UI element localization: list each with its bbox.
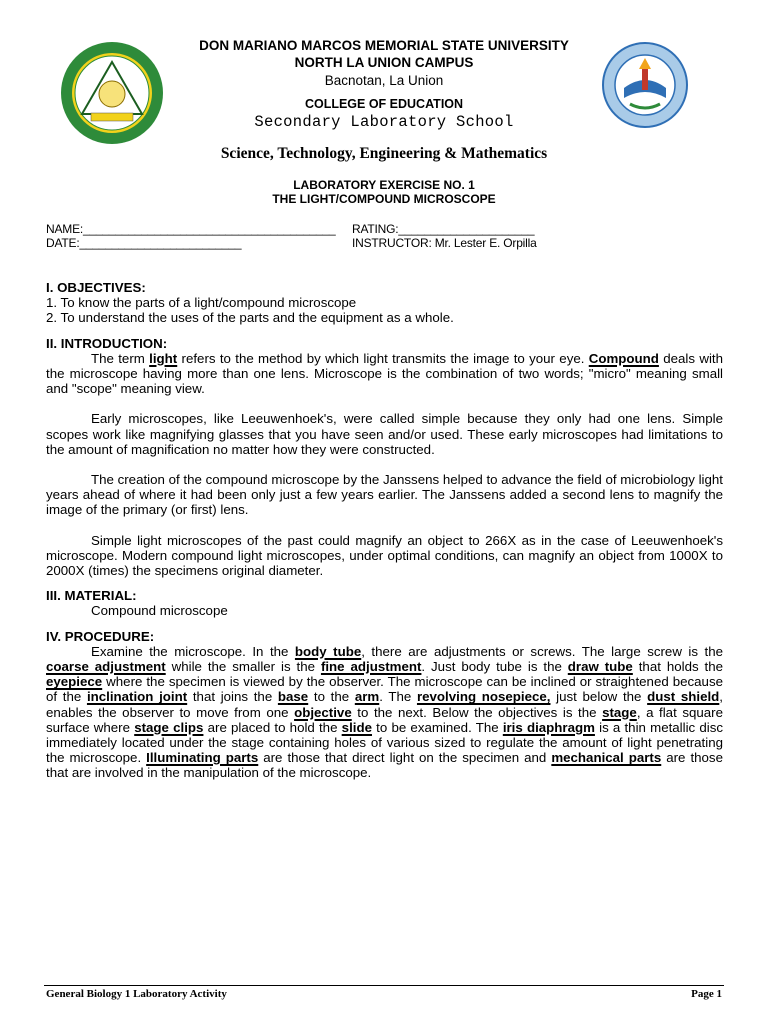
keyword-slide: slide	[341, 719, 372, 735]
keyword-stage-clips: stage clips	[134, 719, 204, 735]
intro-paragraph-3: The creation of the compound microscope by the Janssens helped to advance the field of microbiology light years ahead of where it had been only just a few years earlier. The Janssens added a second lens to magnify the image of the primary (or first) lens.	[46, 472, 723, 518]
keyword-fine-adjustment: fine adjustment	[320, 659, 422, 675]
keyword-objective: objective	[294, 704, 352, 720]
name-field: NAME:_______________________________________	[46, 222, 336, 236]
rating-field: RATING:_____________________	[352, 222, 535, 236]
document-body	[46, 280, 723, 781]
university-name: DON MARIANO MARCOS MEMORIAL STATE UNIVERSITY	[199, 38, 569, 53]
intro-paragraph-1: The term light refers to the method by which light transmits the image to your eye. Compound deals with the microscope having more than one lens. Microscope is the combination of two words; "micro" meaning small and "scope" meaning view.	[46, 350, 723, 397]
keyword-base: base	[277, 689, 309, 705]
keyword-coarse-adjustment: coarse adjustment	[46, 659, 166, 675]
introduction-heading: II. INTRODUCTION:	[46, 335, 168, 351]
keyword-draw-tube: draw tube	[567, 659, 633, 675]
keyword-body-tube: body tube	[294, 643, 362, 659]
procedure-heading: IV. PROCEDURE:	[46, 628, 155, 644]
campus-name: NORTH LA UNION CAMPUS	[294, 55, 474, 70]
keyword-iris-diaphragm: iris diaphragm	[502, 719, 595, 735]
keyword-mechanical-parts: mechanical parts	[551, 750, 662, 766]
objective-item: 1. To know the parts of a light/compound microscope	[46, 295, 357, 311]
keyword-dust-shield: dust shield	[647, 689, 720, 705]
keyword-compound: Compound	[588, 350, 659, 366]
date-field: DATE:_________________________	[46, 236, 242, 250]
program-title: Science, Technology, Engineering & Mathematics	[220, 145, 548, 162]
objectives-heading: I. OBJECTIVES:	[46, 280, 146, 295]
keyword-arm: arm	[354, 689, 380, 705]
footer-divider	[44, 985, 724, 986]
page-number: Page 1	[691, 988, 722, 1000]
keyword-revolving-nosepiece: revolving nosepiece,	[416, 689, 551, 705]
keyword-inclination-joint: inclination joint	[86, 689, 188, 705]
objective-item: 2. To understand the uses of the parts and the equipment as a whole.	[46, 310, 454, 326]
college-name: COLLEGE OF EDUCATION	[304, 97, 464, 111]
keyword-light: light	[149, 350, 178, 366]
material-item: Compound microscope	[91, 603, 228, 619]
footer-title: General Biology 1 Laboratory Activity	[46, 988, 227, 1000]
keyword-illuminating-parts: Illuminating parts	[146, 750, 259, 766]
school-name: Secondary Laboratory School	[254, 113, 514, 131]
procedure-paragraph: Examine the microscope. In the body tube, there are adjustments or screws. The large screw is the coarse adjustment while the smaller is the fine adjustment. Just body tube is the draw tube that holds the eyepiece where the specimen is viewed by the observer. The microscope can be inclined or straightened because of the inclination joint that joins the base to the arm. The revolving nosepiece, just below the dust shield, enables the observer to move from one objective to the next. Below the objectives is the stage, a flat square surface where stage clips are placed to hold the slide to be examined. The iris diaphragm is a thin metallic disc immediately located under the stage containing holes of various sized to regulate the amount of light penetrating the microscope. Illuminating parts are those that direct light on the specimen and mechanical parts are those that are involved in the manipulation of the microscope.	[46, 643, 724, 781]
instructor-field: INSTRUCTOR: Mr. Lester E. Orpilla	[352, 236, 537, 250]
intro-paragraph-2: Early microscopes, like Leeuwenhoek's, were called simple because they only had one lens. Simple scopes work like magnifying glasses that you have seen and/or used. These early microscopes had limitations to the amount of magnification no matter how they were constructed.	[46, 411, 723, 457]
material-heading: III. MATERIAL:	[46, 588, 137, 604]
intro-paragraph-4: Simple light microscopes of the past could magnify an object to 266X as in the case of Leeuwenhoek's microscope. Modern compound light microscopes, under optimal conditions, can magnify an object from 1000X to 2000X (times) the specimens original diameter.	[46, 532, 723, 579]
lab-exercise-number: LABORATORY EXERCISE NO. 1	[293, 178, 475, 192]
keyword-eyepiece: eyepiece	[46, 674, 103, 690]
lab-exercise-title: THE LIGHT/COMPOUND MICROSCOPE	[272, 192, 496, 206]
keyword-stage: stage	[602, 704, 637, 720]
campus-location: Bacnotan, La Union	[324, 73, 444, 88]
